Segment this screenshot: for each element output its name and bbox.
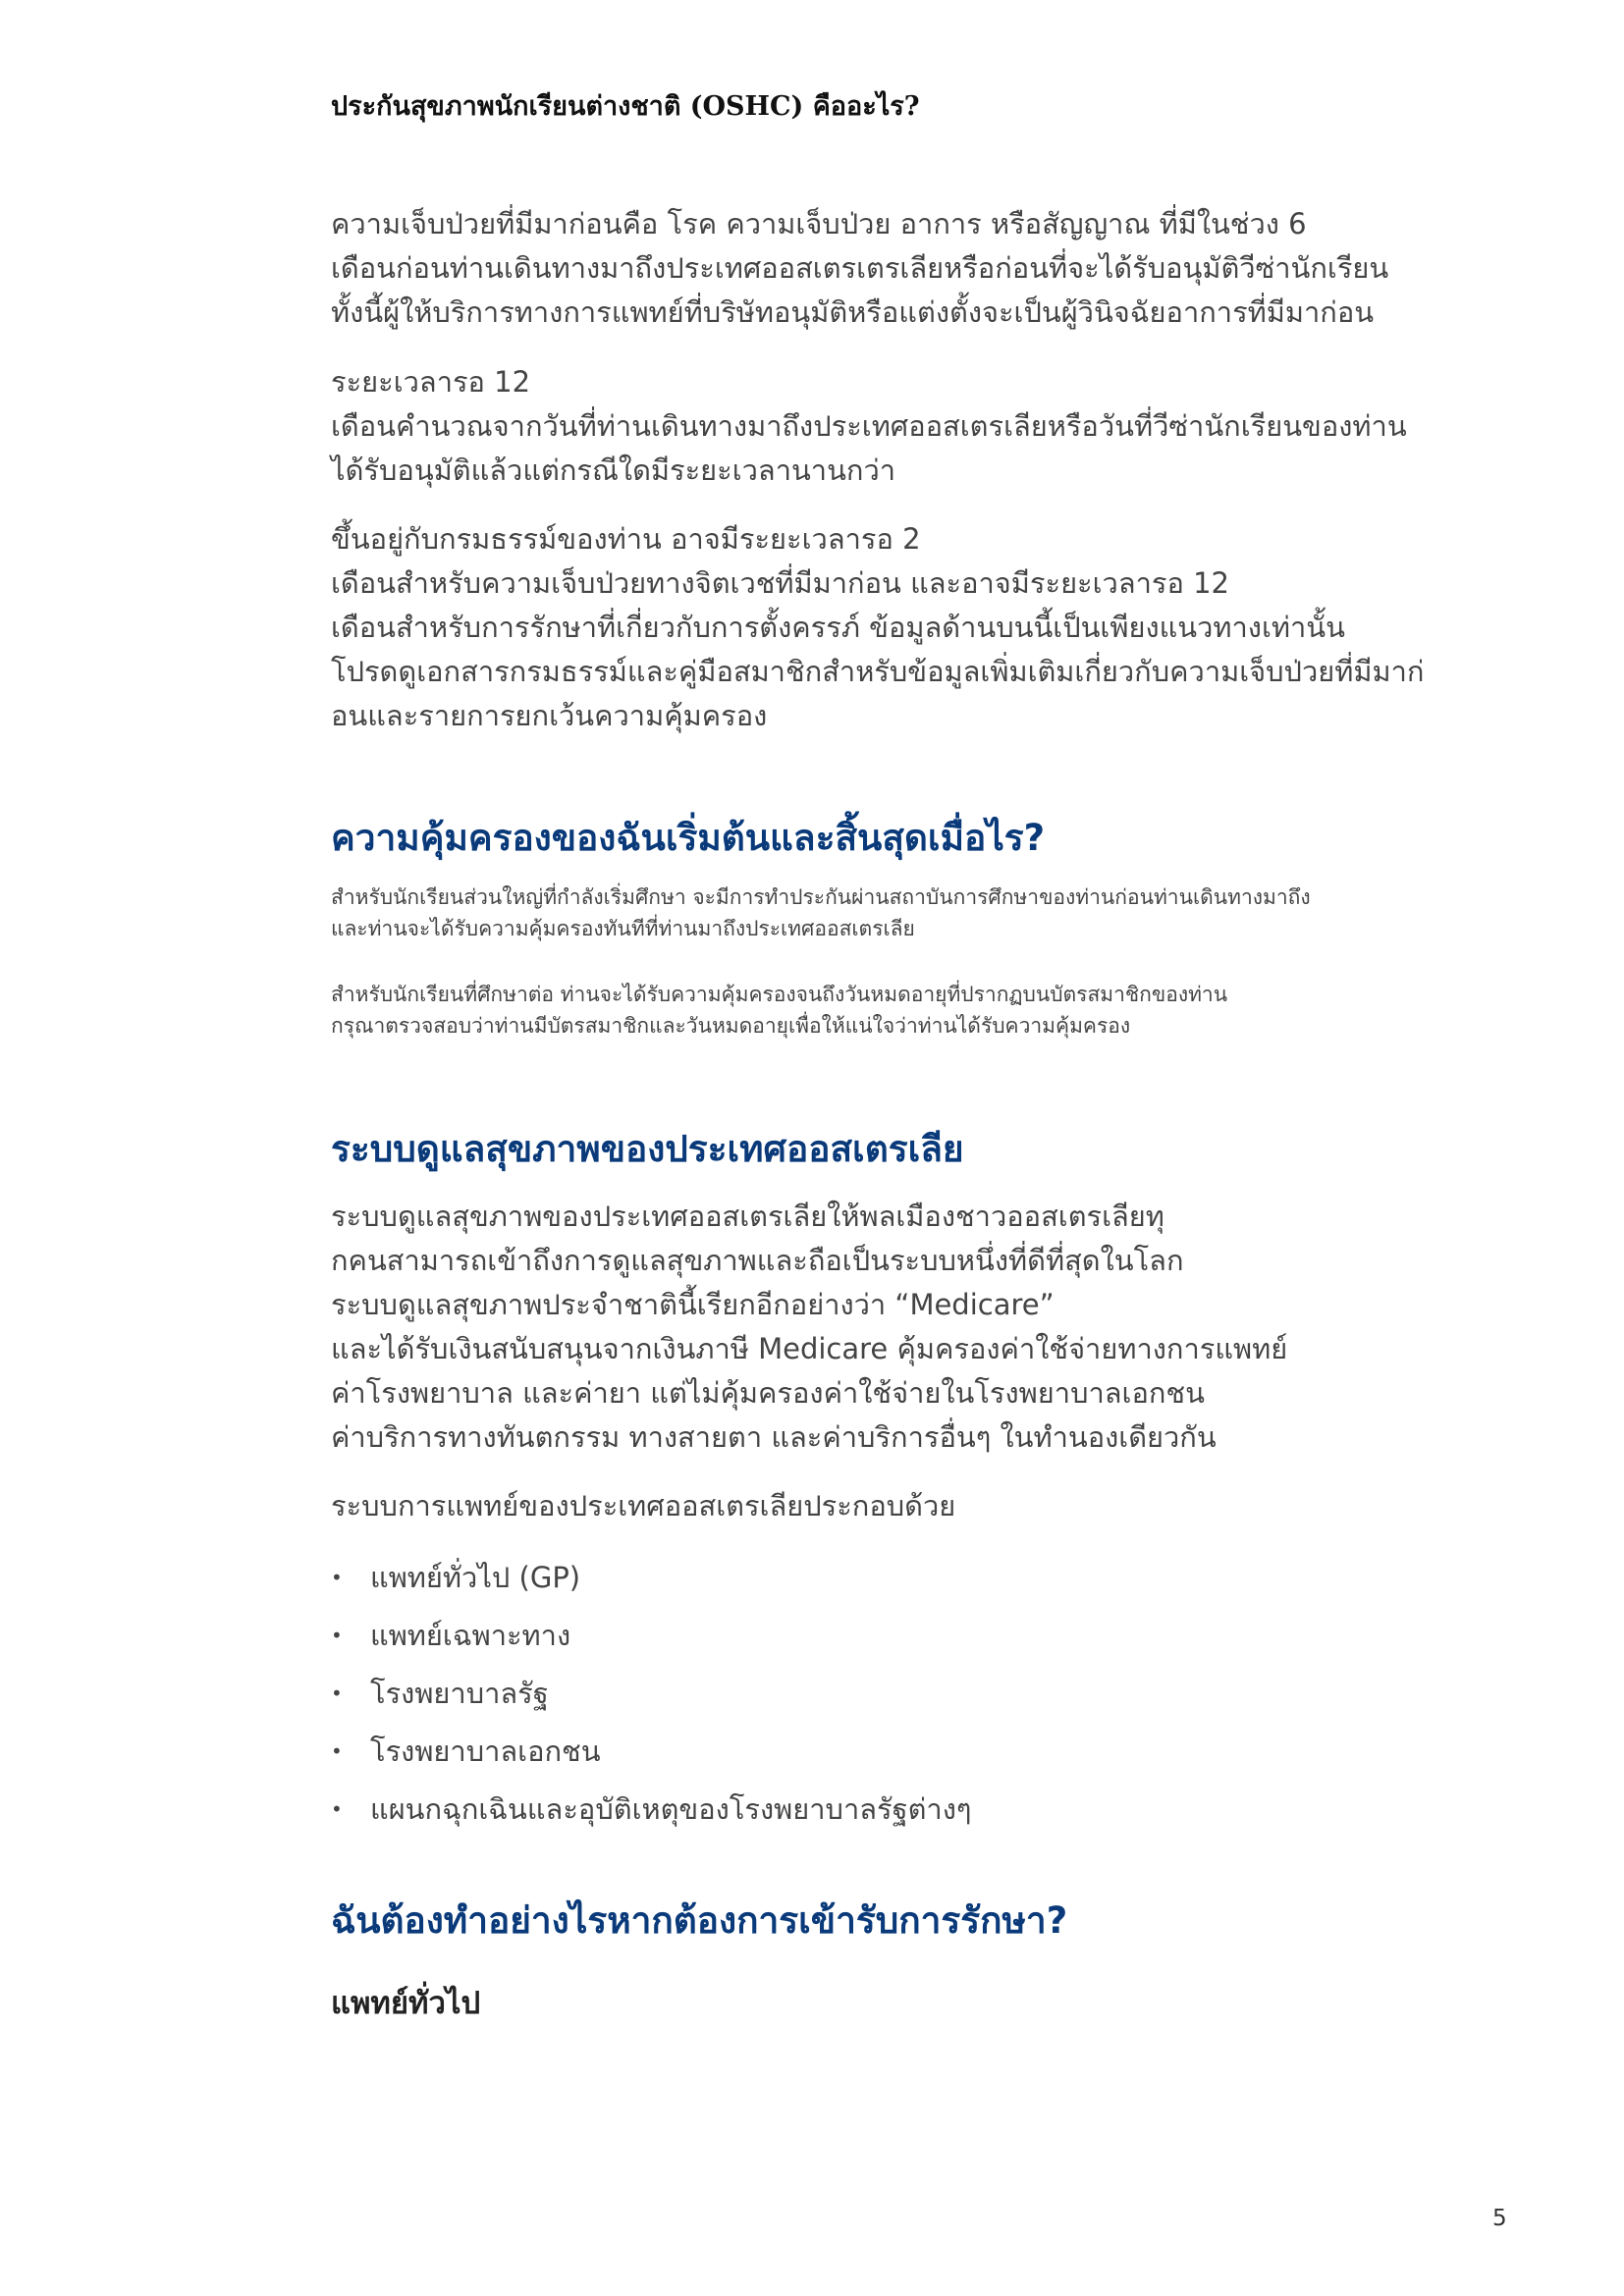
waiting-period-paragraph xyxy=(331,360,1539,493)
bullet-icon: • xyxy=(331,1739,343,1763)
healthcare-system-heading: ระบบดูแลสุขภาพของประเทศออสเตรเลีย xyxy=(331,1128,964,1170)
medicare-paragraph xyxy=(331,1195,1539,1460)
bullet-icon: • xyxy=(331,1624,343,1647)
list-item-label: แผนกฉุกเฉินและอุบัติเหตุของโรงพยาบาลรัฐต่างๆ xyxy=(370,1792,972,1826)
general-practitioner-subheading: แพทย์ทั่วไป xyxy=(331,1986,481,2021)
paragraph-line: ได้รับอนุมัติแล้วแต่กรณีใดมีระยะเวลานานกว่า xyxy=(331,454,896,487)
pre-existing-condition-paragraph xyxy=(331,202,1539,335)
paragraph-line: และได้รับเงินสนับสนุนจากเงินภาษี Medicare คุ้มครองค่าใช้จ่ายทางการแพทย์ xyxy=(331,1332,1288,1365)
paragraph-line: เดือนสำหรับความเจ็บป่วยทางจิตเวชที่มีมาก่อน และอาจมีระยะเวลารอ 12 xyxy=(331,566,1230,600)
paragraph-line: ระบบดูแลสุขภาพของประเทศออสเตรเลียให้พลเมืองชาวออสเตรเลียทุ xyxy=(331,1200,1164,1233)
list-item xyxy=(331,1556,971,1614)
paragraph-line: สำหรับนักเรียนที่ศึกษาต่อ ท่านจะได้รับความคุ้มครองจนถึงวันหมดอายุที่ปรากฏบนบัตรสมาชิกของท่าน xyxy=(331,983,1228,1006)
coverage-heading: ความคุ้มครองของฉันเริ่มต้นและสิ้นสุดเมื่อไร? xyxy=(331,817,1046,859)
page-number: 5 xyxy=(1492,2206,1507,2231)
paragraph-line: และท่านจะได้รับความคุ้มครองทันทีที่ท่านมาถึงประเทศออสเตรเลีย xyxy=(331,917,915,940)
paragraph-line: กรุณาตรวจสอบว่าท่านมีบัตรสมาชิกและวันหมดอายุเพื่อให้แน่ใจว่าท่านได้รับความคุ้มครอง xyxy=(331,1014,1131,1038)
coverage-paragraph-new-students xyxy=(331,881,1539,944)
medical-system-intro: ระบบการแพทย์ของประเทศออสเตรเลียประกอบด้วย xyxy=(331,1489,956,1522)
paragraph-line: ค่าโรงพยาบาล และค่ายา แต่ไม่คุ้มครองค่าใช้จ่ายในโรงพยาบาลเอกชน xyxy=(331,1376,1205,1410)
list-item xyxy=(331,1788,971,1845)
paragraph-line: เดือนคำนวณจากวันที่ท่านเดินทางมาถึงประเทศออสเตรเลียหรือวันที่วีซ่านักเรียนของท่าน xyxy=(331,409,1407,443)
bullet-icon: • xyxy=(331,1566,343,1589)
paragraph-line: ความเจ็บป่วยที่มีมาก่อนคือ โรค ความเจ็บป่วย อาการ หรือสัญญาณ ที่มีในช่วง 6 xyxy=(331,207,1307,240)
paragraph-line: ระยะเวลารอ 12 xyxy=(331,365,531,399)
list-item xyxy=(331,1672,971,1730)
paragraph-line: ค่าบริการทางทันตกรรม ทางสายตา และค่าบริการอื่นๆ ในทำนองเดียวกัน xyxy=(331,1420,1217,1454)
treatment-heading: ฉันต้องทำอย่างไรหากต้องการเข้ารับการรักษา? xyxy=(331,1899,1068,1942)
list-item-label: แพทย์เฉพาะทาง xyxy=(370,1619,571,1652)
medical-system-list xyxy=(331,1556,971,1845)
paragraph-line: เดือนก่อนท่านเดินทางมาถึงประเทศออสเตรเตรเลียหรือก่อนที่จะได้รับอนุมัติวีซ่านักเรียน xyxy=(331,251,1389,285)
paragraph-line: สำหรับนักเรียนส่วนใหญ่ที่กำลังเริ่มศึกษา จะมีการทำประกันผ่านสถาบันการศึกษาของท่านก่อนท่านเดินทางมาถึง xyxy=(331,885,1311,909)
list-item-label: โรงพยาบาลรัฐ xyxy=(370,1677,549,1710)
paragraph-line: เดือนสำหรับการรักษาที่เกี่ยวกับการตั้งครรภ์ ข้อมูลด้านบนนี้เป็นเพียงแนวทางเท่านั้น xyxy=(331,611,1345,644)
paragraph-line: กคนสามารถเข้าถึงการดูแลสุขภาพและถือเป็นระบบหนึ่งที่ดีที่สุดในโลก xyxy=(331,1244,1184,1277)
bullet-icon: • xyxy=(331,1682,343,1705)
paragraph-line: ระบบดูแลสุขภาพประจำชาตินี้เรียกอีกอย่างว่า “Medicare” xyxy=(331,1288,1055,1321)
bullet-icon: • xyxy=(331,1797,343,1821)
paragraph-line: โปรดดูเอกสารกรมธรรม์และคู่มือสมาชิกสำหรับข้อมูลเพิ่มเติมเกี่ยวกับความเจ็บป่วยที่มีมาก่ xyxy=(331,655,1425,688)
paragraph-line: อนและรายการยกเว้นความคุ้มครอง xyxy=(331,699,768,732)
list-item-label: โรงพยาบาลเอกชน xyxy=(370,1735,601,1768)
list-item xyxy=(331,1730,971,1788)
list-item xyxy=(331,1614,971,1672)
coverage-paragraph-continuing-students xyxy=(331,979,1539,1041)
paragraph-line: ทั้งนี้ผู้ให้บริการทางการแพทย์ที่บริษัทอนุมัติหรือแต่งตั้งจะเป็นผู้วินิจฉัยอาการที่มีมาก่อน xyxy=(331,295,1375,329)
list-item-label: แพทย์ทั่วไป (GP) xyxy=(370,1561,581,1594)
policy-waiting-paragraph xyxy=(331,517,1539,738)
running-header: ประกันสุขภาพนักเรียนต่างชาติ (OSHC) คืออะไร? xyxy=(331,91,920,122)
paragraph-line: ขึ้นอยู่กับกรมธรรม์ของท่าน อาจมีระยะเวลารอ 2 xyxy=(331,522,921,556)
